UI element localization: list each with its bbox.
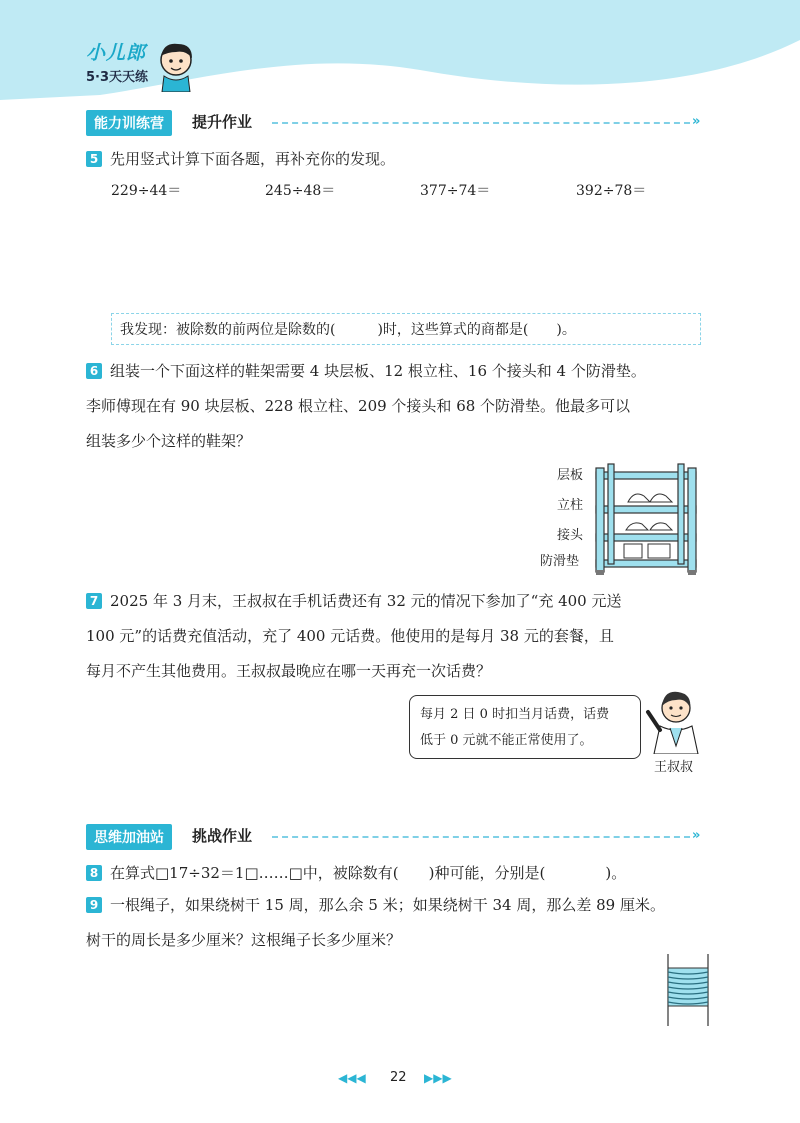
- section-divider: [272, 836, 690, 838]
- question-line: 一根绳子，如果绕树干 15 周，那么余 5 米；如果绕树干 34 周，那么差 89 厘米。: [110, 896, 665, 914]
- question-text: 先用竖式计算下面各题，再补充你的发现。: [110, 150, 396, 168]
- section-tag-ability: 能力训练营: [86, 110, 172, 136]
- shelf-label: 立柱: [557, 498, 584, 513]
- uncle-wang-icon: [640, 686, 710, 754]
- question-line: 李师傅现在有 90 块层板、228 根立柱、209 个接头和 68 个防滑垫。他最多可以: [86, 397, 631, 415]
- section-sub-ability: 提升作业: [192, 113, 253, 131]
- logo-subtitle: 5·3天天练: [86, 70, 149, 85]
- prev-page-icon[interactable]: ◀◀◀: [338, 1071, 366, 1085]
- question-line: 每月不产生其他费用。王叔叔最晚应在哪一天再充一次话费？: [86, 662, 492, 680]
- formula: 377÷74＝: [420, 183, 491, 199]
- shoe-rack-illustration: [588, 462, 708, 576]
- discovery-box: 我发现：被除数的前两位是除数的( )时，这些算式的商都是( )。: [111, 313, 701, 345]
- boy-mascot-icon: [152, 40, 202, 92]
- question-number: 6: [86, 363, 102, 379]
- chevron-right-icon: »: [692, 828, 701, 843]
- logo-title: 小儿郎: [86, 42, 147, 64]
- shelf-label: 接头: [557, 528, 584, 543]
- section-sub-thinking: 挑战作业: [192, 827, 253, 845]
- tree-trunk-rope-icon: [662, 954, 714, 1026]
- question-number: 7: [86, 593, 102, 609]
- bubble-line: 低于 0 元就不能正常使用了。: [420, 733, 593, 748]
- question-line: 树干的周长是多少厘米？这根绳子长多少厘米？: [86, 931, 402, 949]
- formula: 229÷44＝: [111, 183, 182, 199]
- page-number: 22: [390, 1070, 407, 1085]
- question-number: 8: [86, 865, 102, 881]
- next-page-icon[interactable]: ▶▶▶: [424, 1071, 452, 1085]
- question-line: 组装一个下面这样的鞋架需要 4 块层板、12 根立柱、16 个接头和 4 个防滑垫。: [110, 362, 646, 380]
- bubble-line: 每月 2 日 0 时扣当月话费，话费: [420, 707, 610, 722]
- shelf-label: 层板: [557, 468, 584, 483]
- formula: 245÷48＝: [265, 183, 336, 199]
- speech-bubble: [409, 695, 641, 759]
- section-divider: [272, 122, 690, 124]
- section-tag-thinking: 思维加油站: [86, 824, 172, 850]
- question-number: 5: [86, 151, 102, 167]
- chevron-right-icon: »: [692, 114, 701, 129]
- question-line: 组装多少个这样的鞋架？: [86, 432, 252, 450]
- formula: 392÷78＝: [576, 183, 647, 199]
- shelf-label: 防滑垫: [540, 554, 580, 569]
- character-caption: 王叔叔: [654, 760, 694, 775]
- question-text: 在算式□17÷32＝1□……□中，被除数有( )种可能，分别是( )。: [110, 864, 627, 882]
- question-line: 100 元”的话费充值活动，充了 400 元话费。他使用的是每月 38 元的套餐，且: [86, 627, 614, 645]
- question-number: 9: [86, 897, 102, 913]
- question-line: 2025 年 3 月末，王叔叔在手机话费还有 32 元的情况下参加了“充 400 元送: [110, 592, 622, 610]
